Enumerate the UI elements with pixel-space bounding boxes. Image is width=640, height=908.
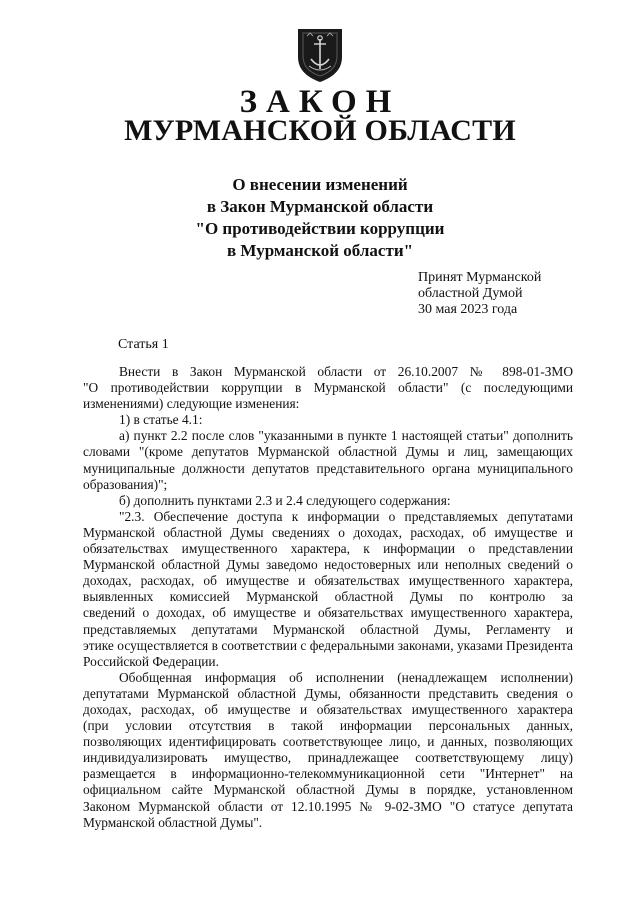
- body-line: доходах, расходах, об имуществе и обязательствах имущественного характера: [83, 701, 573, 717]
- body-line: этике осуществляется в соответствии с федеральными законами, указами Президента: [83, 637, 573, 653]
- body-line: представляемых депутатами Мурманской областной Думы, Регламенту и: [83, 621, 573, 637]
- body-line: Мурманской областной Думы заведомо недостоверных или неполных сведений о: [83, 557, 573, 573]
- article-heading: Статья 1: [118, 337, 169, 352]
- body-line: индивидуализировать имущество, принадлежащее соответствующему лицу): [83, 750, 573, 766]
- law-subject-line: "О противодействии коррупции: [195, 219, 445, 238]
- body-line: "О противодействии коррупции в Мурманской области" (с последующими: [83, 380, 573, 396]
- law-subject-line: в Закон Мурманской области: [206, 197, 434, 216]
- adoption-note-line: 30 мая 2023 года: [418, 302, 518, 317]
- adoption-note: [418, 270, 541, 318]
- body-line: обязательствах имущественного характера, к информации о представлении: [83, 541, 573, 557]
- body-line: "2.3. Обеспечение доступа к информации о представляемых депутатами: [119, 508, 573, 524]
- body-line: Российской Федерации.: [83, 653, 219, 669]
- body-line: позволяющих идентифицировать соответствующее лицо, и данных, позволяющих: [83, 734, 573, 750]
- law-subject-line: О внесении изменений: [232, 175, 408, 194]
- body-line: образования)";: [83, 476, 168, 492]
- body-line: (при условии отсутствия в такой информации персональных данных,: [83, 718, 573, 734]
- body-line: Обобщенная информация об исполнении (ненадлежащем исполнении): [119, 669, 573, 685]
- body-line: доходах, расходах, об имуществе и обязательствах имущественного характера,: [83, 573, 573, 589]
- body-line: словами "(кроме депутатов Мурманской областной Думы и лиц, замещающих: [83, 444, 573, 460]
- coat-of-arms-emblem: [295, 27, 345, 83]
- law-subject: [0, 174, 640, 262]
- body-line: а) пункт 2.2 после слов "указанными в пункте 1 настоящей статьи" дополнить: [119, 428, 573, 444]
- body-line: официальном сайте Мурманской областной Думы в порядке, установленном: [83, 782, 573, 798]
- law-subject-line: в Мурманской области": [226, 241, 414, 260]
- body-line: изменениями) следующие изменения:: [83, 396, 300, 412]
- body-line: размещается в информационно-телекоммуникационной сети "Интернет" на: [83, 766, 573, 782]
- body-line: Внести в Закон Мурманской области от 26.10.2007 № 898-01-ЗМО: [119, 364, 573, 379]
- body-line: Мурманской областной Думы сведениях о доходах, расходах, об имуществе и: [83, 524, 573, 540]
- body-line: сведений о доходах, об имуществе и обязательствах имущественного характера,: [83, 605, 573, 621]
- law-region-title: МУРМАНСКОЙ ОБЛАСТИ: [124, 114, 516, 147]
- adoption-note-line: Принят Мурманской: [418, 270, 542, 285]
- body-line: депутатами Мурманской областной Думы, обязанности представить сведения о: [83, 685, 573, 701]
- article-body: [83, 364, 573, 831]
- body-line: 1) в статье 4.1:: [119, 412, 203, 428]
- body-line: выявленных комиссией Мурманской областной Думы по контролю за: [83, 589, 573, 605]
- coat-of-arms-icon: [295, 27, 345, 83]
- law-title: ЗАКОН: [239, 84, 401, 120]
- body-line: Мурманской областной Думы".: [83, 814, 263, 830]
- body-line: муниципальные должности депутатов представительного органа муниципального: [83, 460, 573, 476]
- body-line: б) дополнить пунктами 2.3 и 2.4 следующего содержания:: [119, 492, 451, 508]
- adoption-note-line: областной Думой: [418, 286, 523, 301]
- body-line: Законом Мурманской области от 12.10.1995 № 9-02-ЗМО "О статусе депутата: [83, 798, 573, 814]
